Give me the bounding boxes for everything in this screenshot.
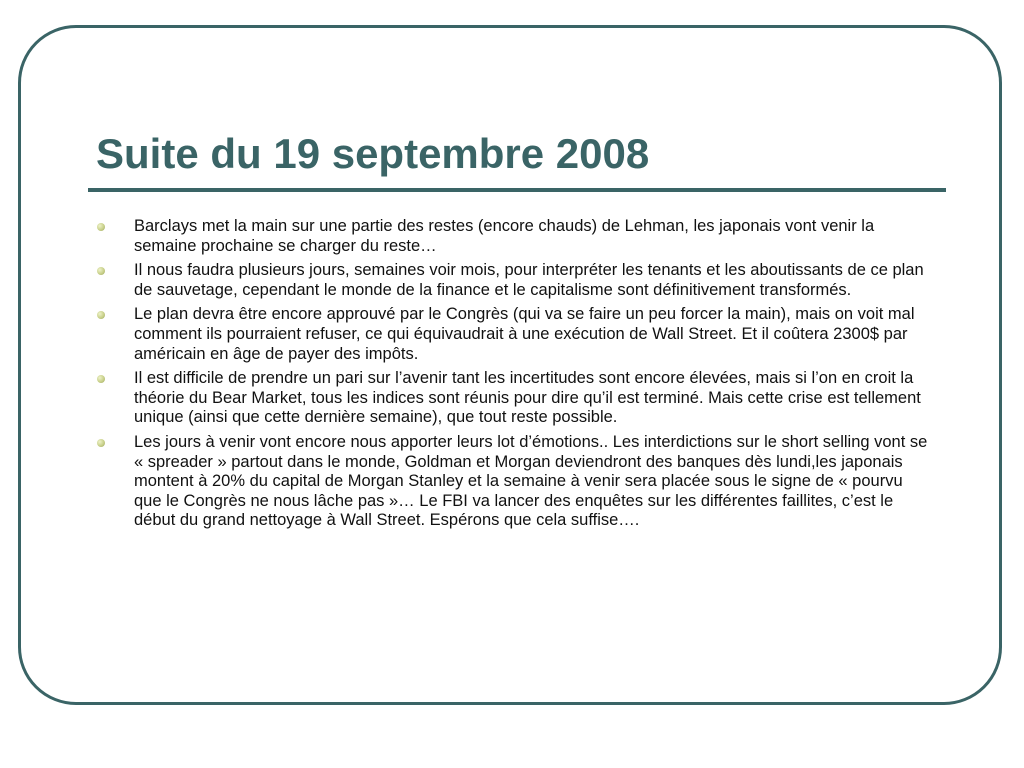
bullet-dot-icon [97,223,105,231]
bullet-list [96,217,932,536]
title-underline [88,188,946,192]
bullet-item [96,217,932,256]
bullet-text: Le plan devra être encore approuvé par le Congrès (qui va se faire un peu forcer la main), mais on voit mal comment ils pourraient refuser, ce qui équivaudrait à une exécution de Wall Street. Et il coûtera 2300$ par américain en âge de payer des impôts. [134,305,915,363]
bullet-item [96,261,932,300]
bullet-item [96,369,932,428]
bullet-text: Barclays met la main sur une partie des restes (encore chauds) de Lehman, les japonais vont venir la semaine prochaine se charger du reste… [134,217,875,255]
bullet-item [96,433,932,531]
bullet-text: Les jours à venir vont encore nous apporter leurs lot d’émotions.. Les interdictions sur le short selling vont se « spreader » partout dans le monde, Goldman et Morgan deviendront des banques dès lundi,les japonais montent à 20% du capital de Morgan Stanley et la semaine à venir sera placée sous le signe de « pourvu que le Congrès ne nous lâche pas »… Le FBI va lancer des enquêtes sur les différentes faillites, c’est le début du grand nettoyage à Wall Street. Espérons que cela suffise…. [134,432,928,530]
bullet-dot-icon [97,439,105,447]
bullet-text: Il nous faudra plusieurs jours, semaines voir mois, pour interpréter les tenants et les aboutissants de ce plan de sauvetage, cependant le monde de la finance et le capitalisme sont définitivement transformés. [134,261,924,299]
bullet-dot-icon [97,267,105,275]
bullet-dot-icon [97,375,105,383]
slide-title: Suite du 19 septembre 2008 [96,130,650,177]
bullet-item [96,305,932,364]
bullet-dot-icon [97,311,105,319]
bullet-text: Il est difficile de prendre un pari sur l’avenir tant les incertitudes sont encore élevées, mais si l’on en croit la théorie du Bear Market, tous les indices sont réunis pour dire qu’il est terminé. Mais cette crise est tellement unique (ainsi que cette dernière semaine), que tout reste possible. [134,369,921,427]
